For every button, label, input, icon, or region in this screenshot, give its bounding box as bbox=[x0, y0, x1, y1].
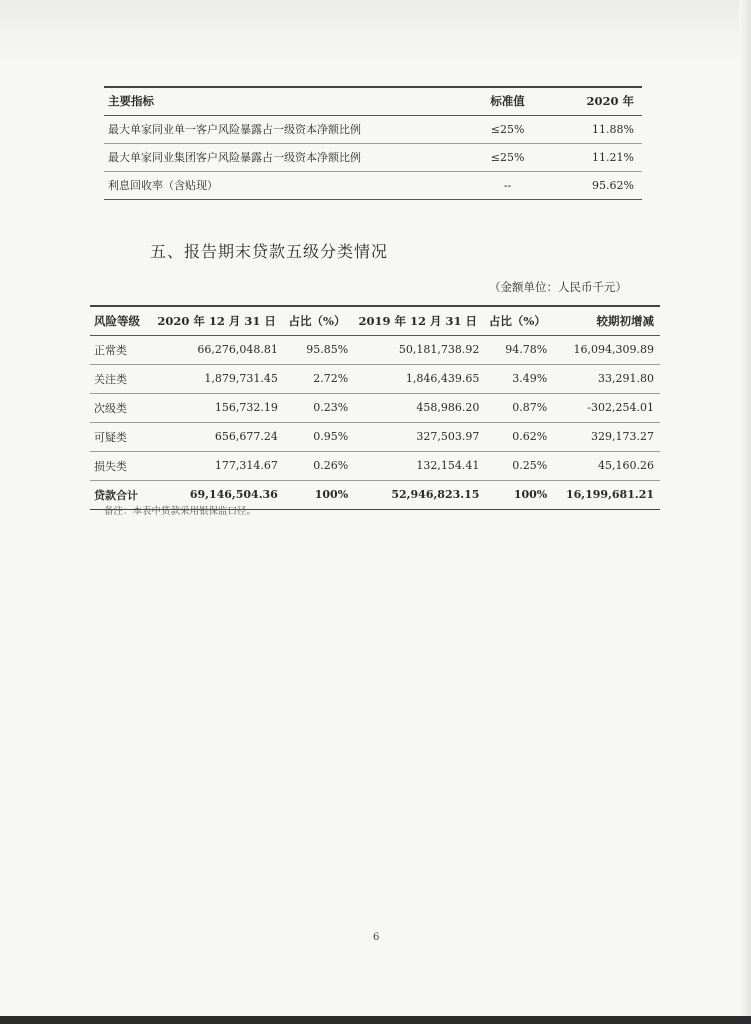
scan-shadow-top bbox=[0, 0, 751, 60]
amount-2020: 177,314.67 bbox=[214, 459, 278, 472]
change-amount: 16,094,309.89 bbox=[573, 343, 654, 356]
amount-2019: 132,154.41 bbox=[416, 459, 480, 472]
header-ratio-2020: 占比（%） bbox=[288, 313, 346, 328]
standard-value: ≤25% bbox=[490, 122, 525, 136]
scan-edge-bottom bbox=[0, 1016, 751, 1024]
indicator-table bbox=[104, 86, 642, 200]
table-row bbox=[90, 364, 660, 393]
amount-2020: 1,879,731.45 bbox=[204, 372, 278, 385]
risk-level: 损失类 bbox=[94, 459, 127, 473]
unit-note: （金额单位：人民币千元） bbox=[489, 280, 627, 294]
header-standard: 标准值 bbox=[490, 94, 525, 109]
loan-classification-table bbox=[90, 305, 660, 510]
ratio-2020: 95.85% bbox=[306, 343, 349, 356]
header-2020-date: 2020 年 12 月 31 日 bbox=[157, 313, 276, 328]
ratio-2019: 0.87% bbox=[512, 401, 548, 414]
ratio-2020: 2.72% bbox=[313, 372, 349, 385]
value-2020: 95.62% bbox=[592, 178, 634, 192]
change-amount: 329,173.27 bbox=[591, 430, 654, 443]
table-header-row bbox=[104, 87, 642, 115]
total-ratio-2020: 100% bbox=[314, 488, 349, 501]
ratio-2020: 0.23% bbox=[313, 401, 349, 414]
ratio-2020: 0.26% bbox=[313, 459, 349, 472]
header-ratio-2019: 占比（%） bbox=[488, 313, 546, 328]
indicator-name: 最大单家同业集团客户风险暴露占一级资本净额比例 bbox=[108, 151, 361, 164]
risk-level: 关注类 bbox=[94, 372, 127, 386]
indicator-name: 利息回收率（含贴现） bbox=[108, 179, 218, 192]
table-row bbox=[104, 115, 642, 143]
risk-level: 可疑类 bbox=[94, 430, 127, 444]
ratio-2019: 3.49% bbox=[512, 372, 548, 385]
indicator-name: 最大单家同业单一客户风险暴露占一级资本净额比例 bbox=[108, 123, 361, 136]
total-amount-2019: 52,946,823.15 bbox=[391, 488, 480, 501]
table-row bbox=[104, 171, 642, 199]
amount-2019: 1,846,439.65 bbox=[405, 372, 480, 385]
total-amount-2020: 69,146,504.36 bbox=[189, 488, 278, 501]
amount-2019: 327,503.97 bbox=[416, 430, 480, 443]
ratio-2020: 0.95% bbox=[313, 430, 349, 443]
table-row bbox=[90, 422, 660, 451]
ratio-2019: 94.78% bbox=[505, 343, 548, 356]
table-header-row bbox=[90, 306, 660, 335]
change-amount: 33,291.80 bbox=[598, 372, 654, 385]
table-row bbox=[90, 335, 660, 364]
ratio-2019: 0.62% bbox=[512, 430, 548, 443]
table-row bbox=[104, 143, 642, 171]
value-2020: 11.21% bbox=[592, 150, 634, 164]
table-row bbox=[90, 393, 660, 422]
amount-2020: 66,276,048.81 bbox=[197, 343, 278, 356]
table-row bbox=[90, 451, 660, 480]
header-indicator: 主要指标 bbox=[108, 94, 154, 109]
risk-level: 正常类 bbox=[94, 343, 127, 357]
section-title: 五、报告期末贷款五级分类情况 bbox=[150, 242, 389, 261]
value-2020: 11.88% bbox=[592, 122, 634, 136]
total-ratio-2019: 100% bbox=[513, 488, 548, 501]
footnote: 备注：本表中贷款采用银保监口径。 bbox=[104, 506, 257, 517]
change-amount: 45,160.26 bbox=[598, 459, 654, 472]
total-change: 16,199,681.21 bbox=[565, 488, 654, 501]
header-risk-level: 风险等级 bbox=[94, 313, 140, 328]
header-change: 较期初增减 bbox=[596, 313, 654, 328]
risk-level: 次级类 bbox=[94, 401, 127, 415]
amount-2020: 156,732.19 bbox=[214, 401, 278, 414]
page-number: 6 bbox=[373, 932, 380, 943]
standard-value: ≤25% bbox=[490, 150, 525, 164]
ratio-2019: 0.25% bbox=[512, 459, 548, 472]
amount-2019: 458,986.20 bbox=[416, 401, 480, 414]
total-label: 贷款合计 bbox=[94, 488, 138, 502]
header-2020: 2020 年 bbox=[586, 94, 634, 109]
scan-shadow-right bbox=[739, 0, 751, 1024]
standard-value: -- bbox=[503, 178, 512, 192]
amount-2019: 50,181,738.92 bbox=[398, 343, 480, 356]
change-amount: -302,254.01 bbox=[587, 401, 654, 414]
amount-2020: 656,677.24 bbox=[214, 430, 278, 443]
header-2019-date: 2019 年 12 月 31 日 bbox=[358, 313, 478, 328]
